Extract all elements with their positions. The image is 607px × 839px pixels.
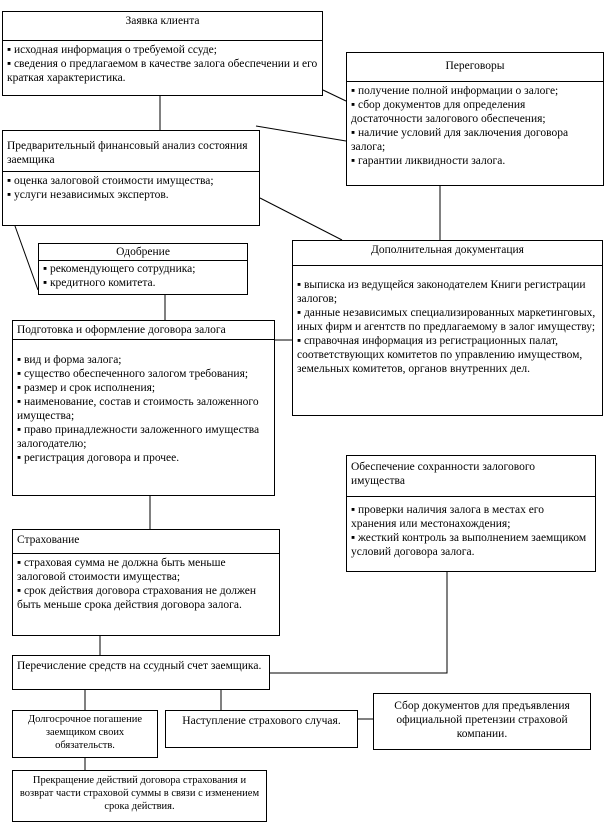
podgotovka-title: Подготовка и оформление договора залога (17, 324, 226, 336)
sohrannost-list (347, 497, 595, 559)
box-sohrannost (346, 455, 596, 572)
pogashenie-text: Долгосрочное погашение заемщиком своих обязательств. (27, 714, 142, 751)
list-item: ▪ оценка залоговой стоимости имущества; (7, 175, 214, 187)
dop-doc-list (293, 266, 602, 376)
list-item: ▪ кредитного комитета. (43, 277, 156, 289)
line-sohrannost-perechislenie (270, 572, 447, 673)
sbor-text: Сбор документов для предъявления официальной претензии страховой компании. (394, 700, 570, 740)
list-item: ▪ сведения о предлагаемом в качестве залога обеспечении и его краткая характеристика. (7, 58, 318, 84)
box-nastuplenie (165, 710, 358, 748)
list-item: ▪ получение полной информации о залоге; (351, 85, 559, 97)
box-prekrashenie (12, 770, 267, 822)
box-strahovanie (12, 529, 280, 636)
box-dop-doc (292, 240, 603, 416)
list-item: ▪ исходная информация о требуемой ссуде; (7, 44, 217, 56)
box-podgotovka (12, 320, 275, 496)
list-item: ▪ справочная информация из регистрационных палат, соответствующих комитетов по управлению имуществом, земельных комитетов, органов внутренних дел. (297, 335, 583, 375)
list-item: ▪ услуги независимых экспертов. (7, 189, 169, 201)
list-item: ▪ жесткий контроль за выполнением заемщиком условий договора залога. (351, 532, 587, 558)
box-zayavka (2, 11, 323, 96)
box-odobrenie (38, 243, 248, 295)
list-item: ▪ размер и срок исполнения; (17, 382, 156, 394)
analiz-title: Предварительный финансовый анализ состояния заемщика (7, 140, 248, 166)
box-perechislenie (12, 655, 270, 690)
list-item: ▪ наименование, состав и стоимость заложенного имущества; (17, 396, 259, 422)
prekrashenie-text: Прекращение действий договора страхования и возврат части страховой суммы в связи с изменением срока действия. (19, 775, 260, 812)
sohrannost-title: Обеспечение сохранности залогового имущества (351, 461, 536, 487)
list-item: ▪ проверки наличия залога в местах его хранения или местонахождения; (351, 504, 544, 530)
line-analiz-odobrenie (15, 226, 38, 290)
line-analiz-dopdoc (260, 198, 342, 240)
strahovanie-list (13, 554, 279, 612)
zayavka-title: Заявка клиента (125, 15, 200, 27)
strahovanie-title: Страхование (17, 534, 80, 546)
list-item: ▪ наличие условий для заключения договора залога; (351, 127, 569, 153)
list-item: ▪ выписка из ведущейся законодателем Книги регистрации залогов; (297, 279, 586, 305)
peregovory-list (347, 82, 603, 168)
list-item: ▪ срок действия договора страхования не должен быть меньше срока действия договора залога. (17, 585, 257, 611)
zayavka-list (3, 41, 322, 85)
list-item: ▪ сбор документов для определения достаточности залогового обеспечения; (351, 99, 546, 125)
analiz-list (3, 172, 259, 202)
list-item: ▪ рекомендующего сотрудника; (43, 263, 196, 275)
box-sbor (373, 693, 591, 750)
odobrenie-list (39, 261, 247, 290)
line-peregovory-analiz (256, 126, 346, 141)
nastuplenie-text: Наступление страхового случая. (182, 715, 341, 727)
list-item: ▪ регистрация договора и прочее. (17, 452, 180, 464)
podgotovka-list (13, 340, 274, 465)
box-peregovory (346, 52, 604, 186)
peregovory-title: Переговоры (445, 60, 505, 72)
list-item: ▪ существо обеспеченного залогом требования; (17, 368, 249, 380)
dop-doc-title: Дополнительная документация (371, 244, 524, 256)
list-item: ▪ страховая сумма не должна быть меньше залоговой стоимости имущества; (17, 557, 226, 583)
odobrenie-title: Одобрение (116, 246, 170, 258)
box-analiz (2, 130, 260, 226)
list-item: ▪ данные независимых специализированных маркетинговых, иных фирм и агентств по предлагаемому в залог имуществу; (297, 307, 596, 333)
list-item: ▪ вид и форма залога; (17, 354, 122, 366)
perechislenie-text: Перечисление средств на ссудный счет заемщика. (17, 660, 262, 672)
list-item: ▪ право принадлежности заложенного имущества залогодателю; (17, 424, 260, 450)
box-pogashenie (12, 710, 158, 758)
list-item: ▪ гарантии ликвидности залога. (351, 155, 506, 167)
line-zayavka-peregovory (323, 90, 346, 101)
